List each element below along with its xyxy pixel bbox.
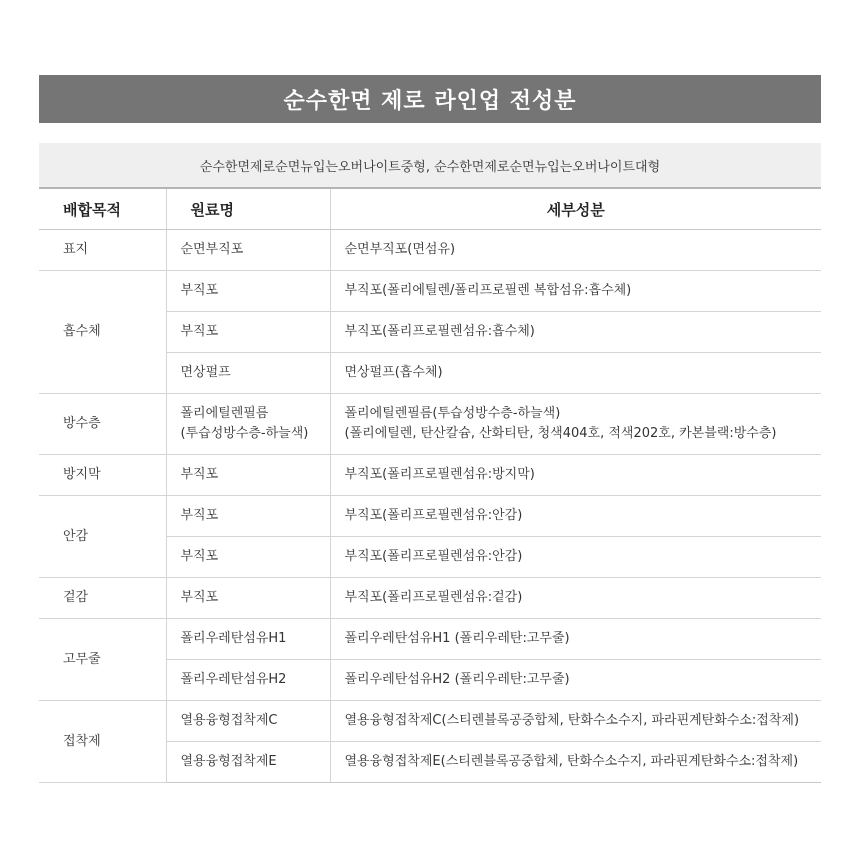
purpose-cell: 겉감: [39, 578, 166, 619]
material-cell: 면상펄프: [166, 353, 330, 394]
table-row: [39, 230, 821, 271]
table-row: [39, 619, 821, 660]
detail-cell: 부직포(폴리프로필렌섬유:안감): [330, 496, 821, 537]
purpose-cell: 흡수체: [39, 271, 166, 394]
material-cell: 폴리우레탄섬유H1: [166, 619, 330, 660]
detail-cell: 부직포(폴리프로필렌섬유:안감): [330, 537, 821, 578]
material-cell: [166, 394, 330, 455]
material-cell: 순면부직포: [166, 230, 330, 271]
detail-cell: 폴리우레탄섬유H1 (폴리우레탄:고무줄): [330, 619, 821, 660]
purpose-cell: 표지: [39, 230, 166, 271]
purpose-cell: 방지막: [39, 455, 166, 496]
material-cell: 부직포: [166, 537, 330, 578]
table-row: [39, 578, 821, 619]
purpose-cell: 고무줄: [39, 619, 166, 701]
purpose-cell: 방수층: [39, 394, 166, 455]
detail-cell: 부직포(폴리프로필렌섬유:겉감): [330, 578, 821, 619]
material-cell: 열용융형접착제C: [166, 701, 330, 742]
material-cell: 부직포: [166, 496, 330, 537]
purpose-cell: 접착제: [39, 701, 166, 783]
table-row: [39, 455, 821, 496]
header-purpose: 배합목적: [39, 189, 166, 230]
material-cell: 열용융형접착제E: [166, 742, 330, 783]
table-row: [39, 496, 821, 537]
detail-cell: 면상펄프(흡수체): [330, 353, 821, 394]
detail-line: 폴리에틸렌필름(투습성방수층-하늘색): [344, 406, 561, 421]
material-cell: 부직포: [166, 312, 330, 353]
table-row: [39, 701, 821, 742]
material-line: 폴리에틸렌필름: [180, 406, 269, 421]
table-header-row: [39, 189, 821, 230]
page-title: 순수한면 제로 라인업 전성분: [39, 75, 821, 123]
detail-cell: 열용융형접착제C(스티렌블록공중합체, 탄화수소수지, 파라핀계탄화수소:접착제): [330, 701, 821, 742]
material-line: (투습성방수층-하늘색): [180, 426, 309, 441]
material-cell: 폴리우레탄섬유H2: [166, 660, 330, 701]
header-material: 원료명: [166, 189, 330, 230]
material-cell: 부직포: [166, 271, 330, 312]
purpose-cell: 안감: [39, 496, 166, 578]
detail-cell: 부직포(폴리에틸렌/폴리프로필렌 복합섬유:흡수체): [330, 271, 821, 312]
ingredients-table: [39, 189, 821, 783]
detail-cell: 폴리우레탄섬유H2 (폴리우레탄:고무줄): [330, 660, 821, 701]
detail-line: (폴리에틸렌, 탄산칼슘, 산화티탄, 청색404호, 적색202호, 카본블랙:방수층): [344, 426, 777, 441]
detail-cell: 부직포(폴리프로필렌섬유:방지막): [330, 455, 821, 496]
detail-cell: 부직포(폴리프로필렌섬유:흡수체): [330, 312, 821, 353]
material-cell: 부직포: [166, 455, 330, 496]
header-detail: 세부성분: [330, 189, 821, 230]
detail-cell: 열용융형접착제E(스티렌블록공중합체, 탄화수소수지, 파라핀계탄화수소:접착제): [330, 742, 821, 783]
table-row: [39, 271, 821, 312]
detail-cell: 순면부직포(면섬유): [330, 230, 821, 271]
material-cell: 부직포: [166, 578, 330, 619]
table-row: [39, 394, 821, 455]
product-subtitle: 순수한면제로순면뉴입는오버나이트중형, 순수한면제로순면뉴입는오버나이트대형: [39, 143, 821, 189]
ingredients-panel: [39, 75, 821, 783]
detail-cell: [330, 394, 821, 455]
